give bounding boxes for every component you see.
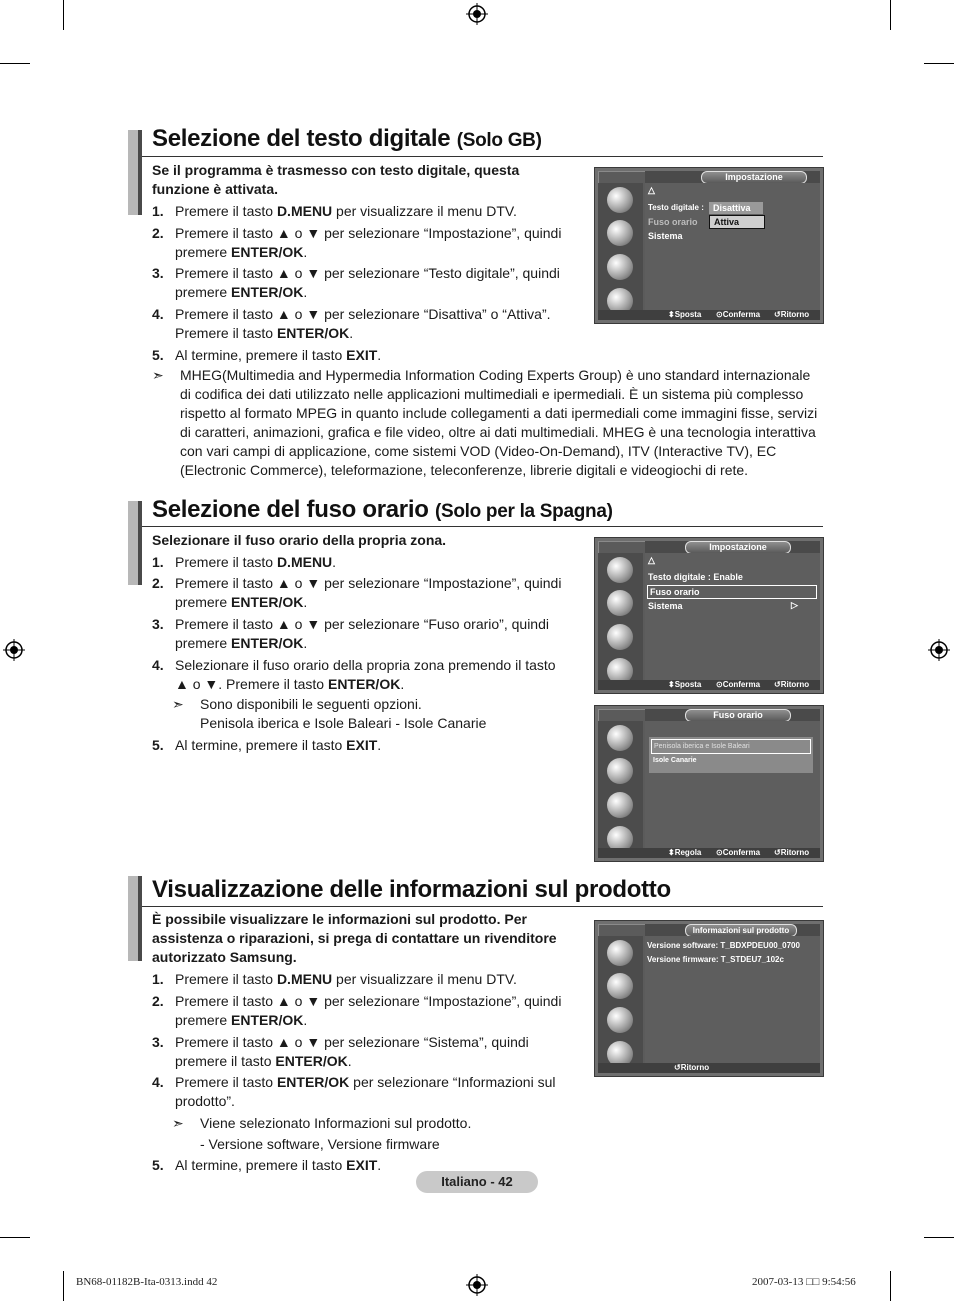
sound-icon — [607, 973, 633, 999]
sound-icon — [607, 758, 633, 784]
osd-screen — [594, 920, 824, 1077]
step-item: 4. Premere il tasto ▲ o ▼ per selezionare “Disattiva” o “Attiva”. Premere il tasto ENTER/OK. — [152, 306, 551, 341]
section-title: Visualizzazione delle informazioni sul prodotto — [152, 876, 671, 903]
step-item: 1. Premere il tasto D.MENU per visualizzare il menu DTV. — [152, 203, 517, 219]
crop-mark — [0, 63, 30, 64]
step-item: 2. Premere il tasto ▲ o ▼ per selezionare “Impostazione”, quindi premere ENTER/OK. — [152, 993, 562, 1028]
osd-header: Fuso orario — [685, 709, 791, 722]
step-item: 5. Al termine, premere il tasto EXIT. — [152, 737, 382, 753]
picture-icon — [607, 725, 633, 751]
osd-row-selected: Fuso orario — [647, 585, 817, 599]
section-rule — [142, 906, 823, 907]
crop-mark — [924, 63, 954, 64]
note: ➣ Sono disponibili le seguenti opzioni. Penisola iberica e Isole Baleari - Isole Canarie — [172, 696, 487, 731]
picture-icon — [607, 187, 633, 213]
crop-mark — [63, 0, 64, 30]
osd-row: Versione firmware: T_STDEU7_102c — [647, 955, 784, 964]
registration-mark-icon — [928, 639, 950, 661]
move-hint: ⬍ Sposta — [668, 310, 702, 319]
osd-option-selected: Penisola iberica e Isole Baleari — [651, 739, 811, 754]
section-bar — [128, 501, 142, 585]
section-intro: Selezionare il fuso orario della propria zona. — [152, 532, 447, 548]
section-rule — [142, 526, 823, 527]
registration-mark-icon — [3, 639, 25, 661]
step-item: 3. Premere il tasto ▲ o ▼ per selezionare “Fuso orario”, quindi premere ENTER/OK. — [152, 616, 549, 651]
confirm-hint: ⊙ Conferma — [716, 680, 761, 689]
picture-icon — [607, 940, 633, 966]
section-title: Selezione del fuso orario (Solo per la Spagna) — [152, 496, 613, 523]
crop-mark — [63, 1271, 64, 1301]
section-intro: È possibile visualizzare le informazioni sul prodotto. Per assistenza o riparazioni, si prega di contattare un rivenditore autorizzato Samsung. — [152, 911, 557, 965]
adjust-hint: ⬍ Regola — [668, 848, 702, 857]
section-bar — [128, 876, 142, 961]
confirm-hint: ⊙ Conferma — [716, 310, 761, 319]
osd-option: Isole Canarie — [653, 757, 697, 764]
move-hint: ⬍ Sposta — [668, 680, 702, 689]
step-item: 2. Premere il tasto ▲ o ▼ per selezionare “Impostazione”, quindi premere ENTER/OK. — [152, 575, 562, 610]
step-item: 1. Premere il tasto D.MENU per visualizzare il menu DTV. — [152, 971, 517, 987]
osd-option-selected: Attiva — [709, 215, 765, 229]
section-intro: Se il programma è trasmesso con testo digitale, questa funzione è attivata. — [152, 162, 520, 197]
osd-screen — [594, 167, 824, 324]
osd-screen — [594, 705, 824, 862]
setup-icon — [607, 254, 633, 280]
osd-screen — [594, 537, 824, 694]
osd-header: Informazioni sul prodotto — [685, 924, 797, 937]
section-bar — [128, 130, 142, 215]
return-hint: ↺ Ritorno — [774, 310, 810, 319]
osd-row: Sistema — [648, 231, 683, 241]
confirm-hint: ⊙ Conferma — [716, 848, 761, 857]
footer-file: BN68-01182B-Ita-0313.indd 42 — [76, 1276, 218, 1288]
registration-mark-icon — [466, 1274, 488, 1296]
step-item: 4. Premere il tasto ENTER/OK per selezionare “Informazioni sul prodotto”. — [152, 1074, 556, 1109]
up-arrow-icon: △ — [648, 185, 655, 195]
note: ➣ Viene selezionato Informazioni sul prodotto. - Versione software, Versione firmware — [172, 1115, 472, 1152]
osd-row: Fuso orario — [648, 217, 698, 227]
return-hint: ↺ Ritorno — [774, 680, 810, 689]
note: ➣ MHEG(Multimedia and Hypermedia Information Coding Experts Group) è uno standard internazionale di codifica dei dati utilizzato nelle applicazioni multimediali e ipermediali. È un sistema più complesso rispetto al formato MPEG in quanto include collegamenti a dati ipermediali come immagini fisse, servizi di caratteri, animazioni, grafica e file video, oltre ai dati multimediali. MHEG è una tecnologia interattiva con vari campi di applicazione, come sistemi VOD (Video-On-Demand), ITV (Interactive TV), EC (Electronic Commerce), teleformazione, teleconferenze, librerie digitali e videogiochi di rete. — [152, 367, 818, 478]
crop-mark — [890, 0, 891, 30]
section-rule — [142, 156, 823, 157]
note-arrow-icon: ➣ — [172, 696, 184, 712]
return-hint: ↺ Ritorno — [774, 848, 810, 857]
return-hint: ↺ Ritorno — [674, 1063, 710, 1072]
crop-mark — [890, 1271, 891, 1301]
step-item: 4. Selezionare il fuso orario della propria zona premendo il tasto ▲ o ▼. Premere il tasto ENTER/OK. — [152, 657, 556, 692]
step-item: 2. Premere il tasto ▲ o ▼ per selezionare “Impostazione”, quindi premere ENTER/OK. — [152, 225, 562, 260]
up-arrow-icon: △ — [648, 555, 655, 565]
osd-header: Impostazione — [701, 171, 807, 184]
page-number-badge: Italiano - 42 — [416, 1171, 538, 1193]
step-item: 1. Premere il tasto D.MENU. — [152, 554, 337, 570]
step-item: 3. Premere il tasto ▲ o ▼ per selezionare “Sistema”, quindi premere il tasto ENTER/OK. — [152, 1034, 529, 1069]
setup-icon — [607, 1007, 633, 1033]
section-title: Selezione del testo digitale (Solo GB) — [152, 125, 542, 152]
osd-row: Versione software: T_BDXPDEU00_0700 — [647, 941, 800, 950]
footer-timestamp: 2007-03-13 □□ 9:54:56 — [752, 1276, 856, 1288]
note-arrow-icon: ➣ — [152, 367, 164, 383]
osd-row: Sistema — [648, 601, 683, 611]
setup-icon — [607, 624, 633, 650]
osd-row: Testo digitale : Enable — [648, 572, 743, 582]
registration-mark-icon — [466, 3, 488, 25]
step-item: 5. Al termine, premere il tasto EXIT. — [152, 347, 382, 363]
sound-icon — [607, 220, 633, 246]
chevron-right-icon: ▷ — [791, 600, 798, 610]
osd-row: Testo digitale : — [648, 203, 704, 212]
crop-mark — [0, 1237, 30, 1238]
setup-icon — [607, 792, 633, 818]
crop-mark — [924, 1237, 954, 1238]
note-arrow-icon: ➣ — [172, 1115, 184, 1131]
osd-option: Disattiva — [709, 202, 763, 214]
picture-icon — [607, 557, 633, 583]
sound-icon — [607, 590, 633, 616]
osd-header: Impostazione — [685, 541, 791, 554]
step-item: 3. Premere il tasto ▲ o ▼ per selezionare “Testo digitale”, quindi premere ENTER/OK. — [152, 265, 560, 300]
step-item: 5. Al termine, premere il tasto EXIT. — [152, 1157, 382, 1173]
